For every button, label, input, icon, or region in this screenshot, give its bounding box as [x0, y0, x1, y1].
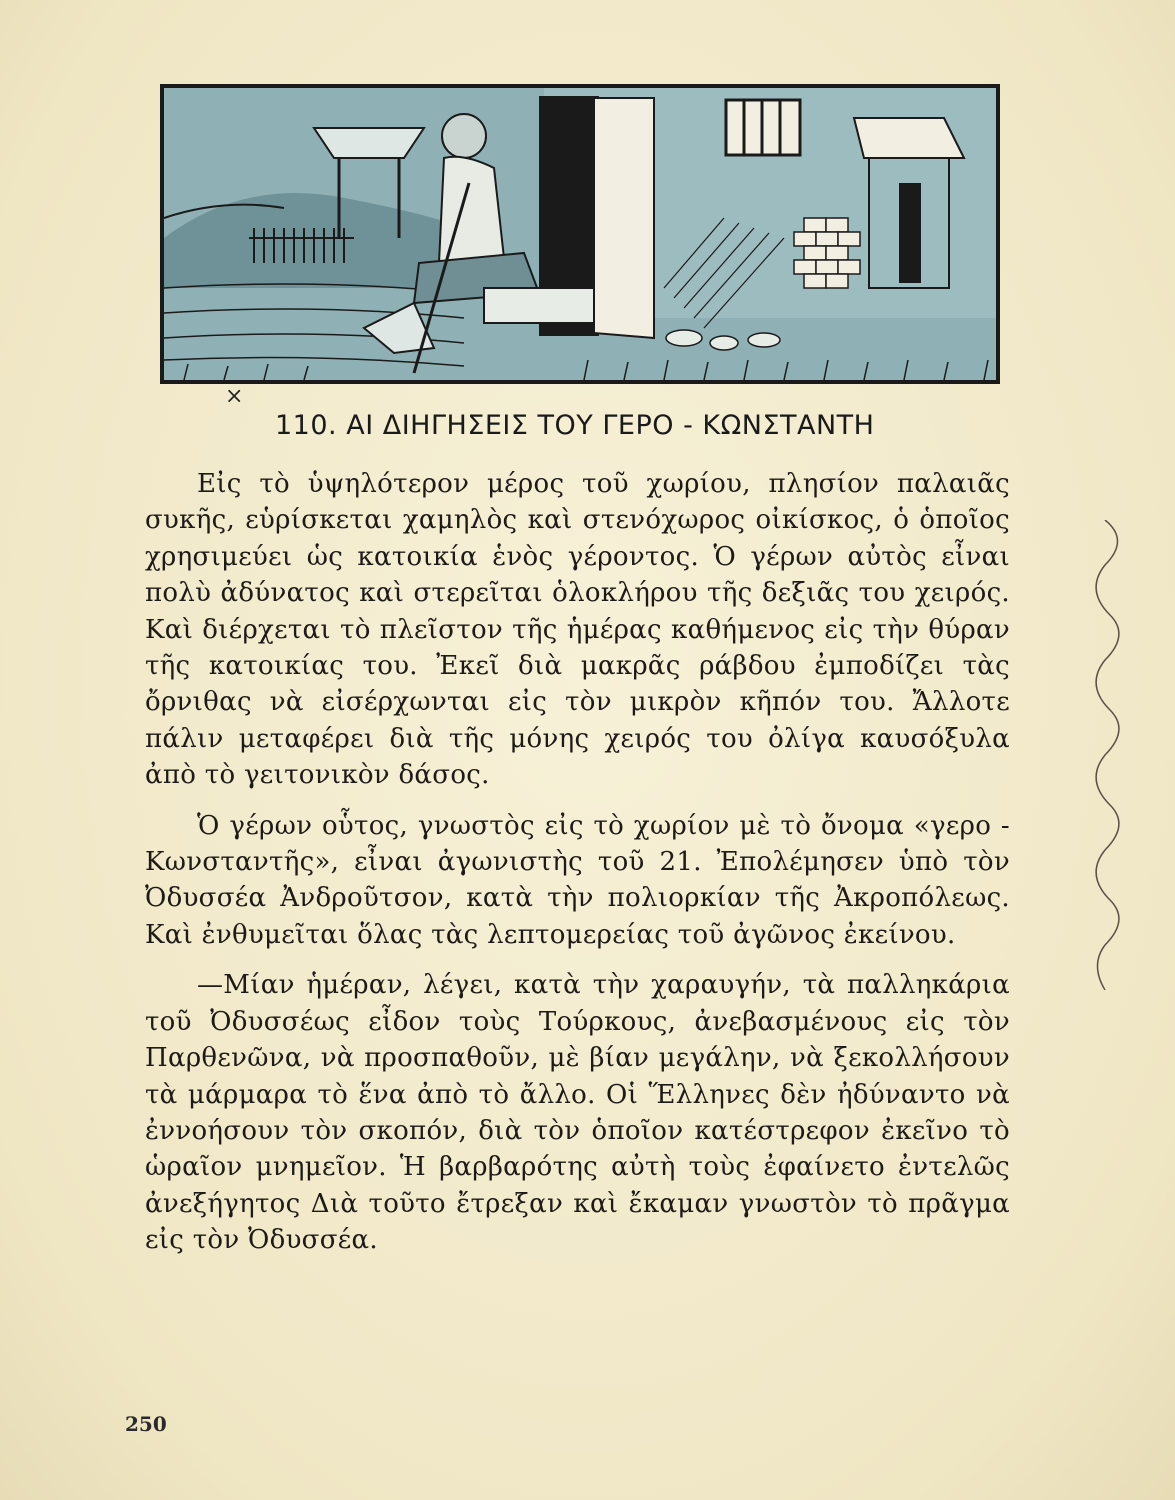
old-man-at-doorway-image: [164, 88, 996, 380]
pencil-mark: ×: [225, 384, 244, 409]
woodcut-illustration: [160, 84, 1000, 384]
margin-squiggle-mark: [1085, 520, 1135, 990]
paragraph: Ὁ γέρων οὗτος, γνωστὸς εἰς τὸ χωρίον μὲ τὸ ὄνομα «γερο - Κωνσταντῆς», εἶναι ἀγωνιστὴς τοῦ 21. Ἐπολέμησεν ὑπὸ τὸν Ὀδυσσέα Ἀνδροῦτσον, κατὰ τὴν πολιορκίαν τῆς Ἀκροπόλεως. Καὶ ἐνθυμεῖται ὅλας τὰς λεπτομερείας τοῦ ἀγῶνος ἐκείνου.: [145, 810, 1010, 950]
paragraph: Εἰς τὸ ὑψηλότερον μέρος τοῦ χωρίου, πλησίον παλαιᾶς συκῆς, εὑρίσκεται χαμηλὸς καὶ στενόχωρος οἰκίσκος, ὁ ὁποῖος χρησιμεύει ὡς κατοικία ἑνὸς γέροντος. Ὁ γέρων αὐτὸς εἶναι πολὺ ἀδύνατος καὶ στερεῖται ὁλοκλήρου τῆς δεξιᾶς του χειρός. Καὶ διέρχεται τὸ πλεῖστον τῆς ἡμέρας καθήμενος εἰς τὴν θύραν τῆς κατοικίας του. Ἐκεῖ διὰ μακρᾶς ράβδου ἐμποδίζει τὰς ὄρνιθας νὰ εἰσέρχωνται εἰς τὸν μικρὸν κῆπόν του. Ἄλλοτε πάλιν μεταφέρει διὰ τῆς μόνης χειρός του ὀλίγα καυσόξυλα ἀπὸ τὸ γειτονικὸν δάσος.: [145, 469, 1010, 791]
chapter-text: [145, 466, 1010, 1259]
chapter-heading: [275, 410, 915, 441]
page-number: 250: [125, 1412, 167, 1436]
chapter-number: 110.: [275, 410, 338, 441]
chapter-title: ΑΙ ΔΙΗΓΗΣΕΙΣ ΤΟΥ ΓΕΡΟ - ΚΩΝΣΤΑΝΤΗ: [346, 410, 875, 441]
paragraph: —Μίαν ἡμέραν, λέγει, κατὰ τὴν χαραυγήν, τὰ παλληκάρια τοῦ Ὀδυσσέως εἶδον τοὺς Τούρκους, ἀνεβασμένους εἰς τὸν Παρθενῶνα, νὰ προσπαθοῦν, μὲ βίαν μεγάλην, νὰ ξεκολλήσουν τὰ μάρμαρα τὸ ἕνα ἀπὸ τὸ ἄλλο. Οἱ Ἕλληνες δὲν ἠδύναντο νὰ ἐννοήσουν τὸν σκοπόν, διὰ τὸν ὁποῖον κατέστρεφον ἐκεῖνο τὸ ὡραῖον μνημεῖον. Ἡ βαρβαρότης αὐτὴ τοὺς ἐφαίνετο ἐντελῶς ἀνεξήγητος Διὰ τοῦτο ἔτρεξαν καὶ ἔκαμαν γνωστὸν τὸ πρᾶγμα εἰς τὸν Ὀδυσσέα.: [145, 970, 1010, 1256]
